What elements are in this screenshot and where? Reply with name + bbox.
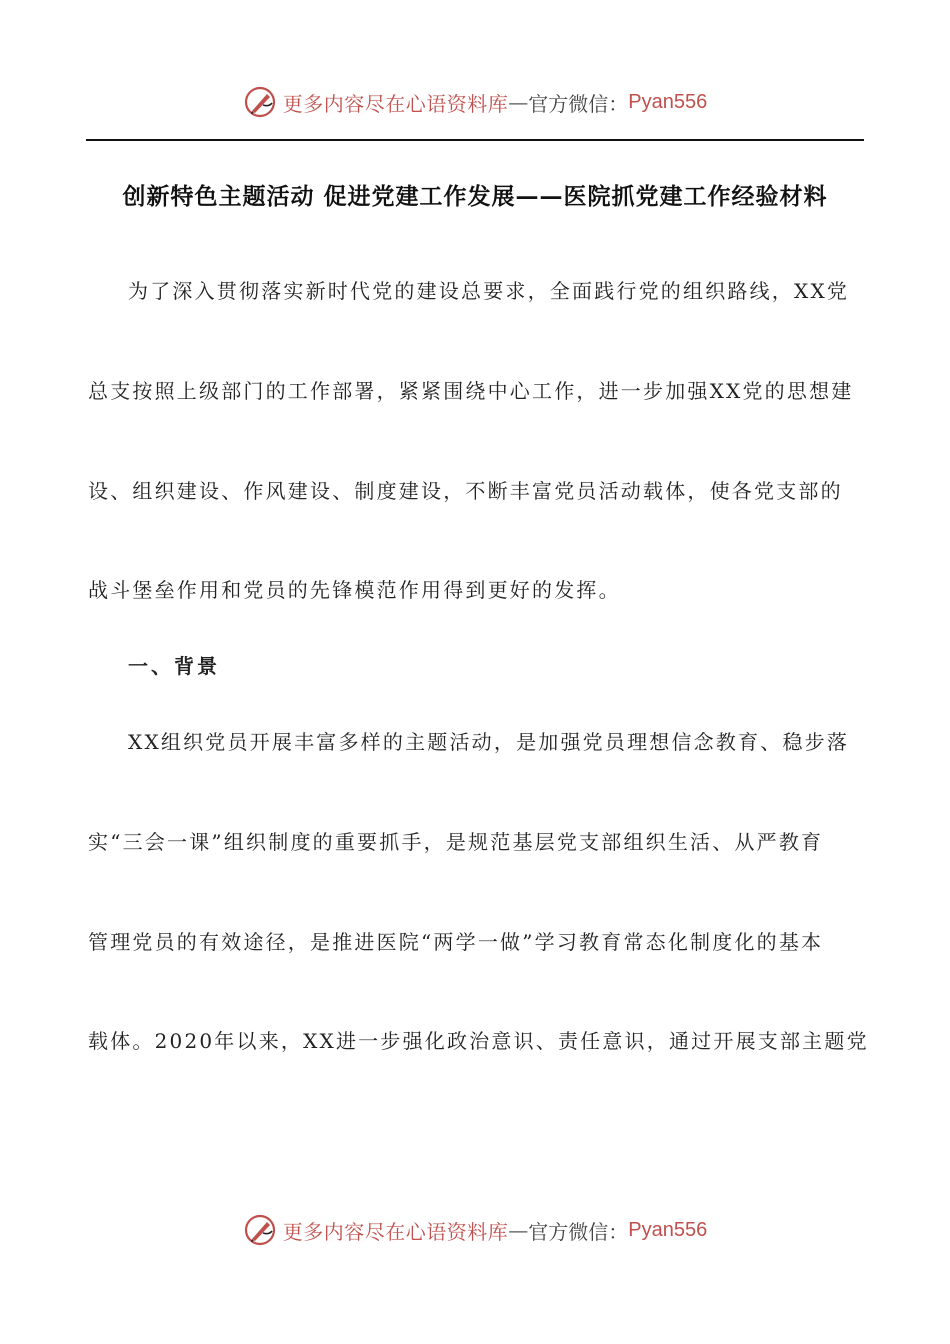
intro-line-1: 为了深入贯彻落实新时代党的建设总要求，全面践行党的组织路线，XX党	[128, 279, 850, 303]
intro-line-2: 总支按照上级部门的工作部署，紧紧围绕中心工作，进一步加强XX党的思想建	[88, 379, 854, 403]
footer-banner	[0, 1208, 950, 1252]
intro-line-4: 战斗堡垒作用和党员的先锋模范作用得到更好的发挥。	[88, 578, 621, 602]
footer-banner-wechat-label: 官方微信：	[528, 1219, 629, 1244]
footer-banner-wechat-id: Pyan556	[628, 1218, 708, 1241]
header-banner	[0, 80, 950, 124]
intro-line-3: 设、组织建设、作风建设、制度建设，不断丰富党员活动载体，使各党支部的	[88, 479, 843, 503]
document-title: 创新特色主题活动 促进党建工作发展——医院抓党建工作经验材料	[122, 183, 828, 210]
section1-line-4: 载体。2020年以来，XX进一步强化政治意识、责任意识，通过开展支部主题党	[88, 1029, 869, 1053]
pen-logo-icon	[243, 1213, 277, 1247]
header-divider	[86, 139, 864, 141]
banner-wechat-id: Pyan556	[628, 90, 708, 113]
banner-separator: —	[508, 90, 529, 114]
banner-wechat-label: 官方微信：	[528, 91, 629, 116]
footer-banner-text: 更多内容尽在心语资料库	[282, 1219, 509, 1244]
footer-banner-separator: —	[508, 1218, 529, 1242]
section1-line-2: 实“三会一课”组织制度的重要抓手，是规范基层党支部组织生活、从严教育	[88, 830, 824, 854]
pen-logo-icon	[243, 85, 277, 119]
section1-heading: 一、背景	[128, 654, 220, 678]
banner-text: 更多内容尽在心语资料库	[282, 91, 509, 116]
section1-line-3: 管理党员的有效途径，是推进医院“两学一做”学习教育常态化制度化的基本	[88, 930, 824, 954]
section1-line-1: XX组织党员开展丰富多样的主题活动，是加强党员理想信念教育、稳步落	[128, 730, 850, 754]
